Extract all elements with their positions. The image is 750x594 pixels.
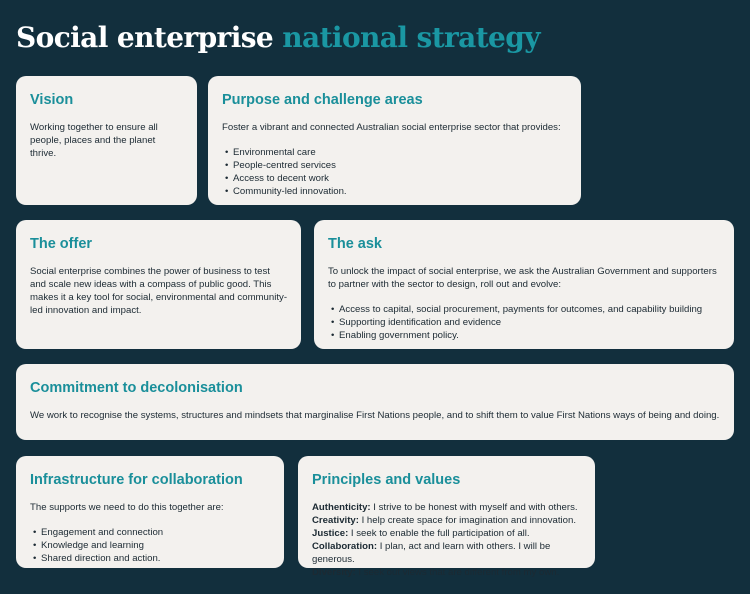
infrastructure-heading: Infrastructure for collaboration <box>30 472 243 488</box>
vision-card <box>16 76 197 205</box>
decolonisation-body: We work to recognise the systems, structures and mindsets that marginalise First Nations people, and to shift them to value First Nations ways of being and doing. <box>30 410 720 421</box>
decolonisation-card <box>16 364 734 440</box>
purpose-heading: Purpose and challenge areas <box>222 92 423 108</box>
principle-item <box>312 501 581 514</box>
page-title <box>16 18 540 58</box>
infrastructure-list <box>30 526 270 565</box>
list-item: • Environmental care <box>233 146 567 159</box>
list-item: • Access to capital, social procurement, payments for outcomes, and capability building <box>339 303 720 316</box>
page-title-accent: national strategy <box>282 21 540 54</box>
list-item: • Enabling government policy. <box>339 329 720 342</box>
principle-text: I seek to enable the full participation of all. <box>348 528 530 539</box>
vision-heading: Vision <box>30 92 74 108</box>
principle-item <box>312 514 581 527</box>
page-title-main: Social enterprise <box>16 21 274 54</box>
infrastructure-card <box>16 456 284 568</box>
principle-term: Diversity: <box>312 567 356 578</box>
vision-body: Working together to ensure all people, places and the planet thrive. <box>30 122 158 159</box>
principle-text: I seek out views that are different from my own. <box>355 567 560 578</box>
principle-term: Collaboration: <box>312 541 378 552</box>
ask-heading: The ask <box>328 236 382 252</box>
offer-card <box>16 220 301 349</box>
principle-term: Creativity: <box>312 515 359 526</box>
ask-intro: To unlock the impact of social enterprise, we ask the Australian Government and supporters to partner with the sector to design, roll out and evolve: <box>328 266 717 290</box>
list-item: • Engagement and connection <box>41 526 270 539</box>
purpose-intro: Foster a vibrant and connected Australian social enterprise sector that provides: <box>222 122 561 133</box>
principle-text: I strive to be honest with myself and with others. <box>370 502 578 513</box>
list-item: • People-centred services <box>233 159 567 172</box>
principles-list <box>312 501 581 579</box>
offer-heading: The offer <box>30 236 93 252</box>
principle-item <box>312 527 581 540</box>
list-item: • Access to decent work <box>233 172 567 185</box>
ask-list <box>328 303 720 342</box>
principles-heading: Principles and values <box>312 472 461 488</box>
principle-term: Justice: <box>312 528 349 539</box>
list-item: • Supporting identification and evidence <box>339 316 720 329</box>
principle-term: Authenticity: <box>312 502 371 513</box>
principles-card <box>298 456 595 578</box>
list-item: • Shared direction and action. <box>41 552 270 565</box>
offer-body: Social enterprise combines the power of business to test and scale new ideas with a compass of public good. This makes it a key tool for social, environmental and community-led innovation and impact. <box>30 266 288 316</box>
ask-card <box>314 220 734 349</box>
decolonisation-heading: Commitment to decolonisation <box>30 380 243 396</box>
purpose-card <box>208 76 581 205</box>
principle-item <box>312 540 581 566</box>
purpose-list <box>222 146 567 198</box>
principle-item <box>312 566 581 579</box>
principle-text: I help create space for imagination and innovation. <box>358 515 576 526</box>
principle-text: I plan, act and learn with others. I will be generous. <box>312 541 551 565</box>
list-item: • Community-led innovation. <box>233 185 567 198</box>
infrastructure-intro: The supports we need to do this together are: <box>30 502 224 513</box>
list-item: • Knowledge and learning <box>41 539 270 552</box>
